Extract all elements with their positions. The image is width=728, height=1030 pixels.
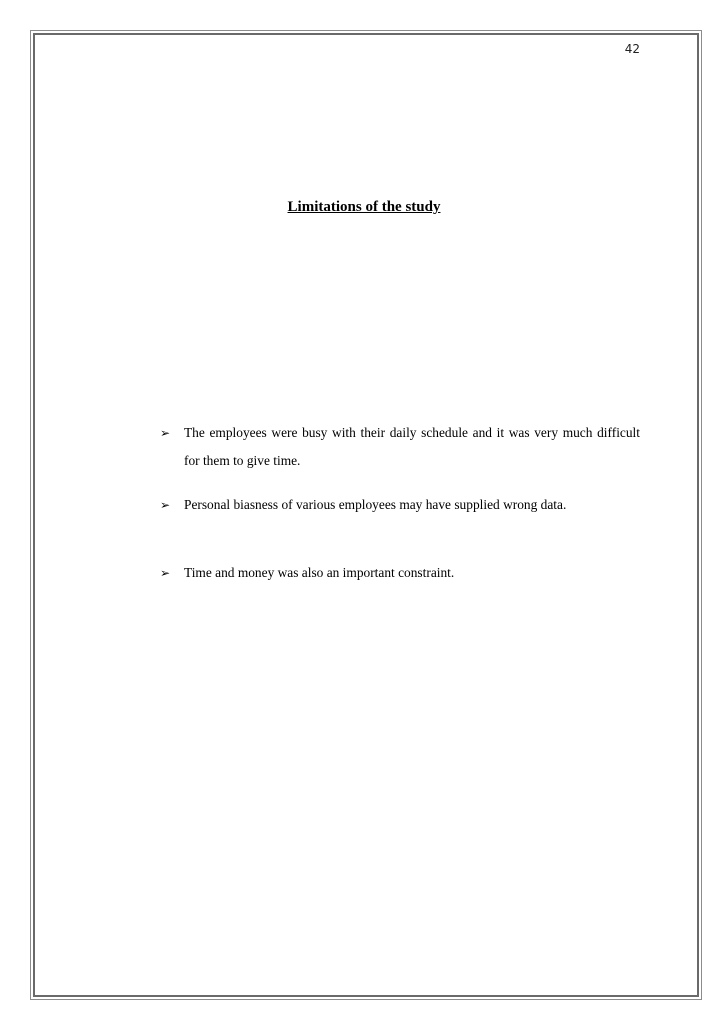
list-item <box>160 559 640 587</box>
arrow-bullet-icon: ➢ <box>160 426 171 440</box>
arrow-bullet-icon: ➢ <box>160 498 171 512</box>
list-item <box>160 419 640 475</box>
section-title: Limitations of the study <box>287 199 441 215</box>
list-item-text: Time and money was also an important constraint. <box>184 565 455 580</box>
list-item-text: Personal biasness of various employees may have supplied wrong data. <box>184 497 567 512</box>
arrow-bullet-icon: ➢ <box>160 566 171 580</box>
list-item-text: The employees were busy with their daily schedule and it was very much difficult for them to give time. <box>184 425 640 468</box>
page-number: 42 <box>624 42 640 56</box>
limitations-list <box>160 419 640 587</box>
list-item <box>160 491 640 519</box>
